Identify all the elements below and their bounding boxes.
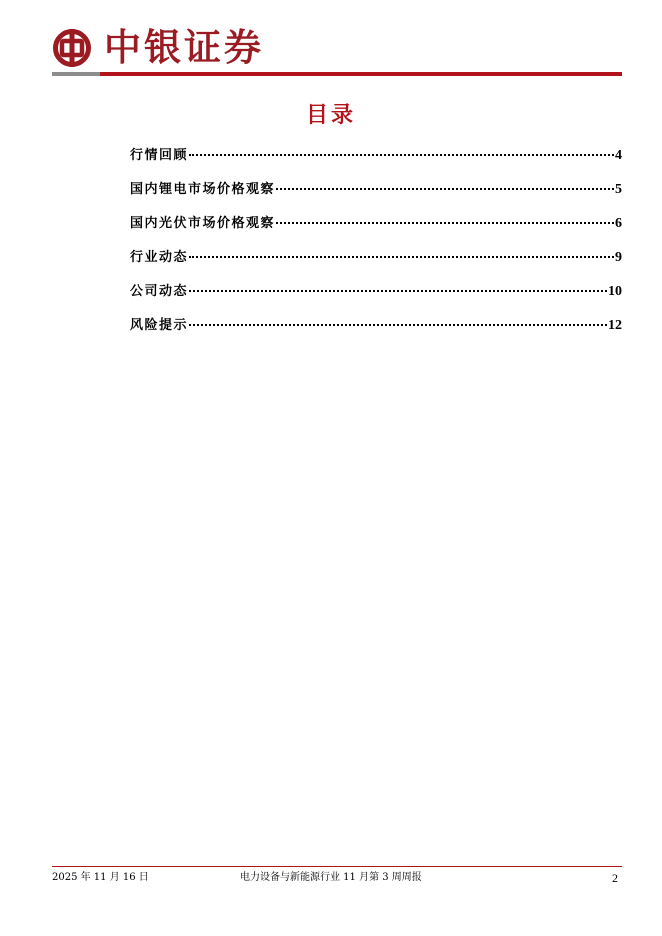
toc-entry-label: 国内锂电市场价格观察 <box>130 182 276 197</box>
page-header <box>0 0 662 80</box>
brand-name: 中银证券 <box>104 25 264 69</box>
toc-dot-leader <box>276 222 614 224</box>
toc-entry-page: 12 <box>608 318 622 333</box>
toc-entry[interactable] <box>130 144 622 178</box>
toc-dot-leader <box>276 188 614 190</box>
toc-entry-label: 风险提示 <box>130 318 189 333</box>
page-footer <box>52 870 622 888</box>
toc-entry-page: 10 <box>608 284 622 299</box>
toc-entry-page: 6 <box>615 216 622 231</box>
footer-page-number: 2 <box>612 871 618 885</box>
toc-title: 目录 <box>305 102 356 128</box>
toc-entry[interactable] <box>130 212 622 246</box>
bank-of-china-logo-icon <box>52 28 92 68</box>
toc-entry-page: 9 <box>615 250 622 265</box>
header-rule-gray <box>52 72 100 76</box>
footer-report-title: 电力设备与新能源行业 11 月第 3 周周报 <box>240 872 422 883</box>
toc-entry-page: 5 <box>615 182 622 197</box>
toc-entry-page: 4 <box>615 148 622 163</box>
toc-entry[interactable] <box>130 280 622 314</box>
toc-entry[interactable] <box>130 178 622 212</box>
toc-entry[interactable] <box>130 246 622 280</box>
toc-entry-label: 国内光伏市场价格观察 <box>130 216 276 231</box>
toc-entry-label: 行业动态 <box>130 250 189 265</box>
toc-dot-leader <box>189 324 607 326</box>
toc-entry[interactable] <box>130 314 622 348</box>
toc-entry-label: 行情回顾 <box>130 148 189 163</box>
toc-dot-leader <box>189 154 614 156</box>
toc-list <box>130 144 622 348</box>
toc-entry-label: 公司动态 <box>130 284 189 299</box>
footer-date: 2025 年 11 月 16 日 <box>52 872 149 883</box>
header-rule-red <box>100 72 622 76</box>
toc-dot-leader <box>189 290 607 292</box>
footer-rule <box>52 866 622 867</box>
toc-dot-leader <box>189 256 614 258</box>
